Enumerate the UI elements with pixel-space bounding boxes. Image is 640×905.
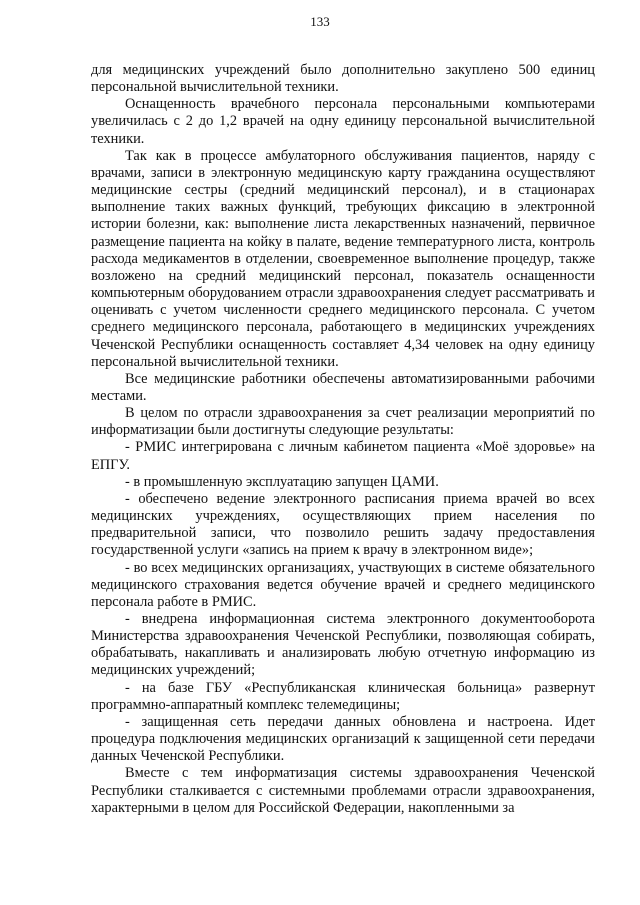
list-item: - обеспечено ведение электронного расписания приема врачей во всех медицинских учреждениях, осуществляющих прием населения по предварительной записи, что позволило решить задачу предоставления государственной услуги «запись на прием к врачу в электронном виде»; [91,490,595,559]
list-item: - РМИС интегрирована с личным кабинетом пациента «Моё здоровье» на ЕПГУ. [91,439,595,473]
paragraph: Так как в процессе амбулаторного обслуживания пациентов, наряду с врачами, записи в электронную медицинскую карту гражданина осуществляют медицинские сестры (средний медицинский персонал), и в стационарах выполнение таких важных функций, требующих фиксацию в электронной истории болезни, как: выполнение листа лекарственных назначений, первичное размещение пациента на койку в палате, ведение температурного листа, контроль расхода медикаментов в отделении, своевременное выполнение процедур, также возложено на средний медицинский персонал, показатель оснащенности компьютерным оборудованием отрасли здравоохранения следует рассматривать и оценивать с учетом численности среднего медицинского персонала. С учетом среднего медицинского персонала, работающего в медицинских учреждениях Чеченской Республики оснащенность составляет 4,34 человек на одну единицу персональной вычислительной техники. [91,147,595,370]
page-number: 133 [310,14,330,29]
paragraph: Оснащенность врачебного персонала персональными компьютерами увеличилась с 2 до 1,2 врачей на одну единицу персональной вычислительной техники. [91,96,595,147]
paragraph: для медицинских учреждений было дополнительно закуплено 500 единиц персональной вычислительной техники. [91,62,595,96]
paragraph: В целом по отрасли здравоохранения за счет реализации мероприятий по информатизации были достигнуты следующие результаты: [91,405,595,439]
paragraph: Все медицинские работники обеспечены автоматизированными рабочими местами. [91,370,595,404]
list-item: - защищенная сеть передачи данных обновлена и настроена. Идет процедура подключения медицинских организаций к защищенной сети передачи данных Чеченской Республики. [91,713,595,765]
list-item: - внедрена информационная система электронного документооборота Министерства здравоохранения Чеченской Республики, позволяющая собирать, обрабатывать, накапливать и анализировать любую отчетную информацию из медицинских учреждений; [91,611,595,679]
list-item: - в промышленную эксплуатацию запущен ЦАМИ. [125,473,439,490]
body-text [91,62,595,817]
paragraph: Вместе с тем информатизация системы здравоохранения Чеченской Республики сталкивается с системными проблемами отрасли здравоохранения, характерными в целом для Российской Федерации, накопленными за [91,765,595,816]
list-item: - во всех медицинских организациях, участвующих в системе обязательного медицинского страхования ведется обучение врачей и среднего медицинского персонала работе в РМИС. [91,559,595,610]
list-item: - на базе ГБУ «Республиканская клиническая больница» развернут программно-аппаратный комплекс телемедицины; [91,679,595,713]
